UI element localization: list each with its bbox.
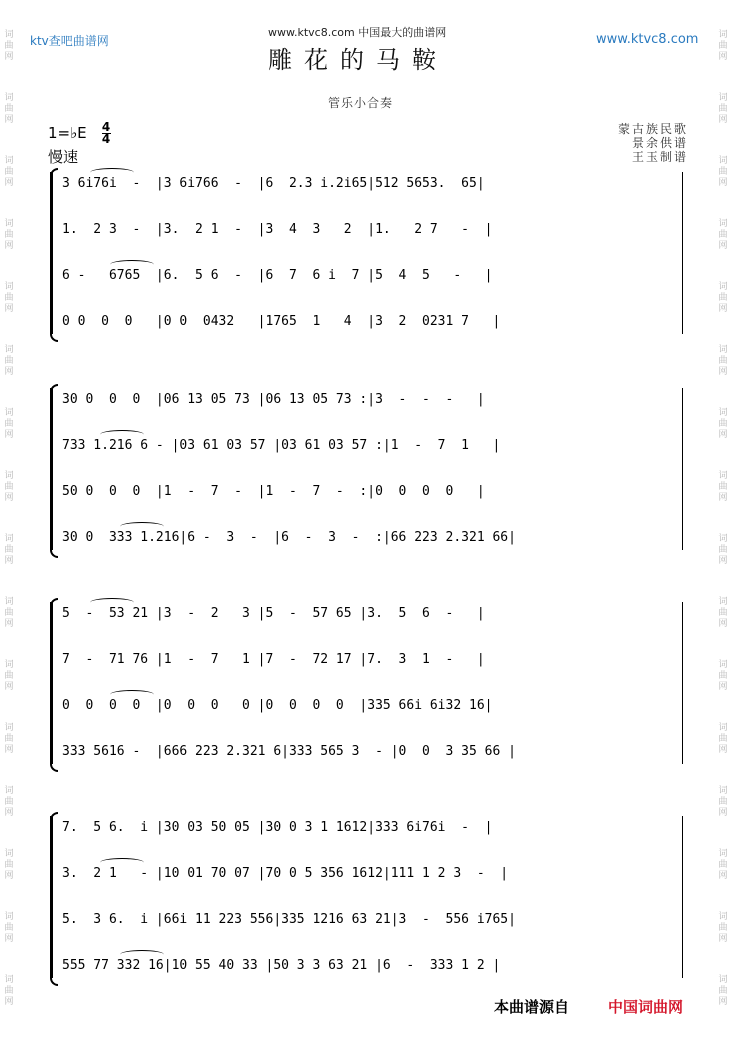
side-watermark-glyphs: 词 曲 网 <box>4 471 14 503</box>
bracket-top <box>50 812 58 820</box>
side-watermark-glyphs: 词 曲 网 <box>4 93 14 125</box>
side-watermark-glyphs: 词 曲 网 <box>4 30 14 62</box>
notation-line: 0 0 0 0 |0 0 0432 |1765 1 4 |3 2 0231 7 | <box>62 314 501 329</box>
system-end-barline <box>682 602 683 764</box>
side-watermark-glyphs: 词 曲 网 <box>718 723 728 755</box>
slur-mark <box>110 260 154 269</box>
side-watermark-glyphs: 词 曲 网 <box>718 597 728 629</box>
bracket-top <box>50 384 58 392</box>
notation-line: 0 0 0 0 |0 0 0 0 |0 0 0 0 |335 66i 6i32 16| <box>62 698 493 713</box>
notation-line: 3. 2 1 - |10 01 70 07 |70 0 5 356 1612|111 1 2 3 - | <box>62 866 509 881</box>
source-name: 中国词曲网 <box>608 998 684 1016</box>
bracket-bottom <box>50 334 58 342</box>
system-end-barline <box>682 388 683 550</box>
right-watermark-strip <box>714 0 732 1044</box>
side-watermark-glyphs: 词 曲 网 <box>4 534 14 566</box>
side-watermark-glyphs: 词 曲 网 <box>4 975 14 1007</box>
notation-line: 30 0 0 0 |06 13 05 73 |06 13 05 73 :|3 - - - | <box>62 392 485 407</box>
site-watermark-left: ktv查吧曲谱网 <box>30 34 109 48</box>
notation-line: 7. 5 6. i |30 03 50 05 |30 0 3 1 1612|333 6i76i - | <box>62 820 493 835</box>
time-signature <box>100 122 112 145</box>
tempo-marking: 慢速 <box>48 148 79 166</box>
side-watermark-glyphs: 词 曲 网 <box>4 912 14 944</box>
side-watermark-glyphs: 词 曲 网 <box>4 849 14 881</box>
side-watermark-glyphs: 词 曲 网 <box>4 156 14 188</box>
system-end-barline <box>682 816 683 978</box>
notation-line: 7 - 71 76 |1 - 7 1 |7 - 72 17 |7. 3 1 - | <box>62 652 485 667</box>
system-bracket <box>50 172 53 334</box>
credit-maker: 王玉制谱 <box>631 150 688 164</box>
side-watermark-glyphs: 词 曲 网 <box>4 345 14 377</box>
meter-bottom: 4 <box>101 132 111 146</box>
side-watermark-glyphs: 词 曲 网 <box>718 30 728 62</box>
side-watermark-glyphs: 词 曲 网 <box>718 849 728 881</box>
side-watermark-glyphs: 词 曲 网 <box>718 786 728 818</box>
site-watermark-right: www.ktvc8.com <box>596 32 699 47</box>
side-watermark-glyphs: 词 曲 网 <box>4 660 14 692</box>
side-watermark-glyphs: 词 曲 网 <box>718 660 728 692</box>
bracket-top <box>50 598 58 606</box>
slur-mark <box>120 950 164 959</box>
slur-mark <box>90 598 134 607</box>
notation-line: 30 0 333 1.216|6 - 3 - |6 - 3 - :|66 223 2.321 66| <box>62 530 516 545</box>
notation-line: 3 6i76i - |3 6i766 - |6 2.3 i.2i65|512 5653. 65| <box>62 176 485 191</box>
side-watermark-glyphs: 词 曲 网 <box>718 219 728 251</box>
side-watermark-glyphs: 词 曲 网 <box>718 93 728 125</box>
bracket-top <box>50 168 58 176</box>
system-end-barline <box>682 172 683 334</box>
slur-mark <box>100 858 144 867</box>
side-watermark-glyphs: 词 曲 网 <box>718 156 728 188</box>
side-watermark-glyphs: 词 曲 网 <box>718 534 728 566</box>
meter-top: 4 <box>101 120 111 134</box>
side-watermark-glyphs: 词 曲 网 <box>4 786 14 818</box>
side-watermark-glyphs: 词 曲 网 <box>4 282 14 314</box>
notation-line: 5 - 53 21 |3 - 2 3 |5 - 57 65 |3. 5 6 - | <box>62 606 485 621</box>
notation-line: 6 - 6765 |6. 5 6 - |6 7 6 i 7 |5 4 5 - | <box>62 268 493 283</box>
side-watermark-glyphs: 词 曲 网 <box>4 219 14 251</box>
bracket-bottom <box>50 764 58 772</box>
side-watermark-glyphs: 词 曲 网 <box>718 975 728 1007</box>
slur-mark <box>90 168 134 177</box>
side-watermark-glyphs: 词 曲 网 <box>4 723 14 755</box>
credit-arranger: 景余供谱 <box>631 136 688 150</box>
left-watermark-strip <box>0 0 18 1044</box>
side-watermark-glyphs: 词 曲 网 <box>718 408 728 440</box>
notation-line: 1. 2 3 - |3. 2 1 - |3 4 3 2 |1. 2 7 - | <box>62 222 493 237</box>
bracket-bottom <box>50 978 58 986</box>
system-bracket <box>50 816 53 978</box>
page-title: 雕花的马鞍 <box>268 46 448 74</box>
bracket-bottom <box>50 550 58 558</box>
notation-line: 333 5616 - |666 223 2.321 6|333 565 3 - |0 0 3 35 66 | <box>62 744 516 759</box>
source-label: 本曲谱源自 <box>494 998 570 1016</box>
notation-line: 5. 3 6. i |66i 11 223 556|335 1216 63 21|3 - 556 i765| <box>62 912 516 927</box>
slur-mark <box>110 690 154 699</box>
side-watermark-glyphs: 词 曲 网 <box>4 408 14 440</box>
key-signature: 1=♭E <box>48 124 87 142</box>
notation-line: 555 77 332 16|10 55 40 33 |50 3 3 63 21 |6 - 333 1 2 | <box>62 958 501 973</box>
credits <box>588 122 688 164</box>
side-watermark-glyphs: 词 曲 网 <box>4 597 14 629</box>
system-bracket <box>50 602 53 764</box>
system-bracket <box>50 388 53 550</box>
side-watermark-glyphs: 词 曲 网 <box>718 282 728 314</box>
credit-origin: 蒙古族民歌 <box>617 122 688 136</box>
notation-line: 733 1.216 6 - |03 61 03 57 |03 61 03 57 :|1 - 7 1 | <box>62 438 501 453</box>
subtitle: 管乐小合奏 <box>328 96 394 110</box>
notation-line: 50 0 0 0 |1 - 7 - |1 - 7 - :|0 0 0 0 | <box>62 484 485 499</box>
slur-mark <box>100 430 144 439</box>
side-watermark-glyphs: 词 曲 网 <box>718 345 728 377</box>
side-watermark-glyphs: 词 曲 网 <box>718 912 728 944</box>
site-watermark-center: www.ktvc8.com 中国最大的曲谱网 <box>268 26 447 39</box>
slur-mark <box>120 522 164 531</box>
side-watermark-glyphs: 词 曲 网 <box>718 471 728 503</box>
